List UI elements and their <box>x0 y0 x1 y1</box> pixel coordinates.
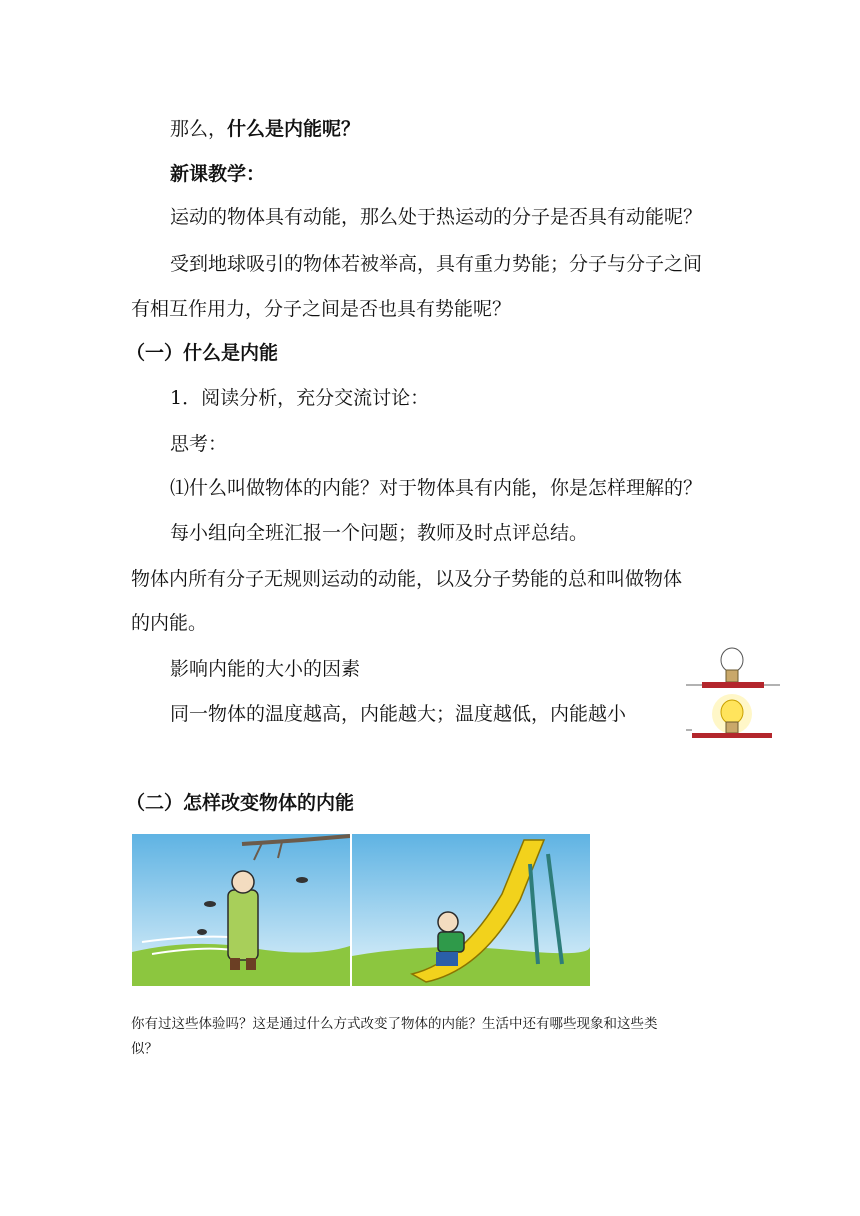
caption-line-1: 你有过这些体验吗？这是通过什么方式改变了物体的内能？生活中还有哪些现象和这些类 <box>131 1016 658 1032</box>
paragraph-potential-2: 有相互作用力，分子之间是否也具有势能呢？ <box>131 298 512 320</box>
temperature-line: 同一物体的温度越高，内能越大；温度越低，内能越小 <box>170 703 627 725</box>
paragraph-intro <box>170 117 360 141</box>
definition-1: 物体内所有分子无规则运动的动能，以及分子势能的总和叫做物体 <box>131 568 683 590</box>
factor-line: 影响内能的大小的因素 <box>170 658 361 680</box>
section-heading-2: （二）怎样改变物体的内能 <box>126 792 355 814</box>
think-label: 思考： <box>170 433 228 455</box>
definition-2: 的内能。 <box>131 612 208 634</box>
heading-new-lesson: 新课教学： <box>170 163 266 185</box>
light-bulbs-illustration <box>686 630 780 742</box>
paragraph-potential-1: 受到地球吸引的物体若被举高，具有重力势能；分子与分子之间 <box>170 253 703 275</box>
step-1: 1．阅读分析，充分交流讨论： <box>170 387 430 409</box>
slide-boy-picture <box>352 834 590 986</box>
section-heading-1: （一）什么是内能 <box>126 342 279 364</box>
caption-line-2: 似？ <box>131 1041 158 1057</box>
intro-prefix: 那么， <box>170 118 228 140</box>
intro-question: 什么是内能呢？ <box>227 118 361 140</box>
question-1: ⑴什么叫做物体的内能？对于物体具有内能，你是怎样理解的？ <box>170 477 703 499</box>
report-line: 每小组向全班汇报一个问题；教师及时点评总结。 <box>170 522 589 544</box>
paragraph-kinetic: 运动的物体具有动能，那么处于热运动的分子是否具有动能呢？ <box>170 206 703 228</box>
windy-old-man-picture <box>132 834 350 986</box>
